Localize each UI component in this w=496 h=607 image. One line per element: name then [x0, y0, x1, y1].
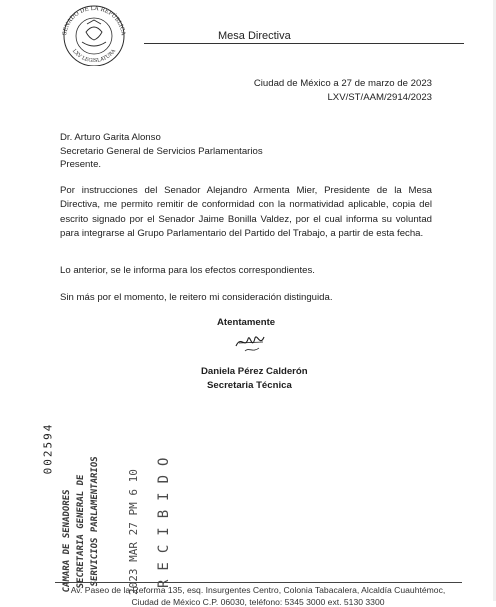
- place-date: Ciudad de México a 27 de marzo de 2023: [253, 78, 432, 89]
- addressee-greeting: Presente.: [60, 159, 102, 170]
- received-stamp-line-1: CAMARA DE SENADORES: [62, 489, 72, 594]
- addressee-name: Dr. Arturo Garita Alonso: [60, 132, 161, 143]
- received-stamp-date: 2023 MAR 27 PM 6 10: [127, 469, 140, 595]
- body-paragraph-1: Por instrucciones del Senador Alejandro Armenta Mier, Presidente de la Mesa Directiva, me permito remitir de conformidad con la normatividad aplicable, copia del escrito signado por el Senador Jaime Bonilla Valdez, por el cual informa su voluntad para integrarse al Grupo Parlamentario del Partido del Trabajo, a partir de esta fecha.: [60, 185, 432, 240]
- received-stamp-line-2: SECRETARIA GENERAL DE: [76, 474, 86, 590]
- signer-title: Secretaria Técnica: [207, 380, 292, 391]
- received-stamp-label: RECIBIDO: [156, 448, 172, 588]
- body-paragraph-2: Lo anterior, se le informa para los efectos correspondientes.: [60, 265, 315, 276]
- footer-address-line-1: Av. Paseo de la Reforma 135, esq. Insurgentes Centro, Colonia Tabacalera, Alcaldía Cuauhtémoc,: [70, 585, 446, 595]
- signature-icon: [233, 329, 269, 355]
- signer-name: Daniela Pérez Calderón: [201, 366, 308, 377]
- addressee-title: Secretario General de Servicios Parlamentarios: [60, 146, 263, 157]
- seal-text-top: SENADO DE LA REPÚBLICA: [62, 5, 126, 36]
- reference-number: LXV/ST/AAM/2914/2023: [327, 92, 432, 103]
- header-divider: [144, 43, 464, 44]
- footer-divider: [55, 582, 462, 583]
- folio-number: 002594: [41, 422, 55, 475]
- header-title: Mesa Directiva: [218, 30, 291, 42]
- received-stamp-line-3: SERVICIOS PARLAMENTARIOS: [90, 455, 100, 588]
- closing-salutation: Atentamente: [217, 317, 276, 328]
- body-paragraph-3: Sin más por el momento, le reitero mi consideración distinguida.: [60, 292, 333, 303]
- footer-address-line-2: Ciudad de México C.P. 06030, teléfono: 5345 3000 ext. 5130 3300: [131, 597, 385, 607]
- senate-seal-icon: [56, 2, 132, 66]
- seal-text-bottom: LXV LEGISLATURA: [70, 48, 118, 65]
